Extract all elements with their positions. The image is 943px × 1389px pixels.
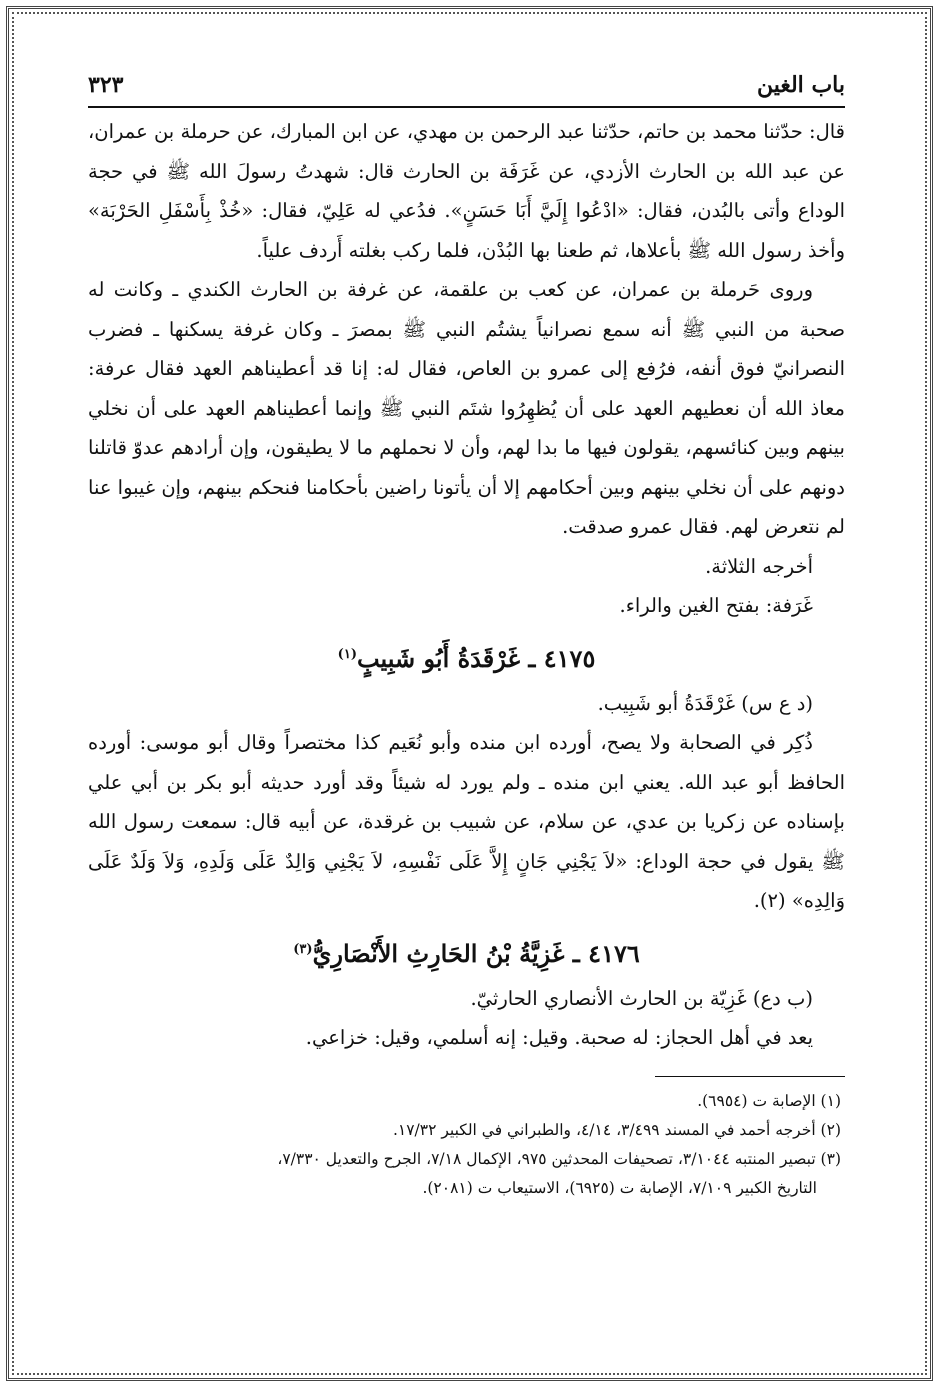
paragraph-hadith-2: وروى حَرملة بن عمران، عن كعب بن علقمة، عن غرفة بن الحارث الكندي ـ وكانت له صحبة من النبي ﷺ أنه سمع نصرانياً يشتُم النبي ﷺ بمصرَ ـ وكان غرفة يسكنها ـ فضرب النصرانيّ فوق أنفه، فرُفع إلى عمرو بن العاص، فقال له: إنا قد أعطيناهم العهد فقال عرفة: معاذ الله أن نعطيهم العهد على أن يُظهِرُوا شتَم النبي ﷺ وإنما أعطيناهم العهد على أن نخلي بينهم وبين كنائسهم، يقولون فيها ما بدا لهم، وأن لا نحملهم ما لا يطيقون، وإن أرادهم عدوّ قاتلنا دونهم على أن نخلي بينهم وبين أحكامهم إلا أن يأتونا راضين بأحكامنا فنحكم بينهم، وإن غيبوا عنا لم نتعرض لهم. فقال عمرو صدقت.: [88, 278, 845, 538]
footnote-2: (٢) أخرجه أحمد في المسند ٣/٤٩٩، ٤/١٤، والطبراني في الكبير ١٧/٣٢.: [392, 1120, 841, 1139]
entry-sigla-4176: (ب دع) غَزِيّة بن الحارث الأنصاري الحارثيّ.: [470, 986, 813, 1010]
footnote-ref-1: (١): [337, 646, 357, 662]
entry-heading-text: ٤١٧٥ ـ غَرْقَدَةُ أَبُو شَبِيبٍ: [356, 643, 596, 673]
paragraph-entry-4176: يعد في أهل الحجاز: له صحبة. وقيل: إنه أسلمي، وقيل: خزاعي.: [305, 1026, 813, 1049]
entry-heading-4175: [88, 632, 845, 682]
footnote-ref-3: (٣): [293, 941, 313, 957]
footnote-1: (١) الإصابة ت (٦٩٥٤).: [697, 1091, 841, 1110]
entry-heading-4176: [88, 927, 845, 977]
paragraph-hadith-1: قال: حدّثنا محمد بن حاتم، حدّثنا عبد الرحمن بن مهدي، عن ابن المبارك، عن حرملة بن عمران، عن عبد الله بن الحارث الأزدي، عن غَرَفَة بن الحارث قال: شهدتُ رسولَ الله ﷺ في حجة الوداع وأتى بالبُدن، فقال: «ادْعُوا إِلَيَّ أَبَا حَسَنٍ». فدُعي له عَلِيّ، فقال: «خُذْ بِأَسْفَلِ الحَرْبَة» وأخذ رسول الله ﷺ بأعلاها، ثم طعنا بها البُدْن، فلما ركب بغلته أَردف علياً.: [88, 120, 845, 262]
paragraph-vocalization: غَرَفة: بفتح الغين والراء.: [619, 594, 813, 617]
chapter-title: باب الغين: [756, 72, 845, 98]
footnote-3-line-2: التاريخ الكبير ٧/١٠٩، الإصابة ت (٦٩٢٥)، الاستيعاب ت (٢٠٨١).: [422, 1178, 817, 1197]
footnote-separator: [655, 1076, 845, 1077]
footnote-3: [88, 1145, 845, 1203]
footnote-3-line-1: (٣) تبصير المنتبه ٣/١٠٤٤، تصحيفات المحدثين ٩٧٥، الإكمال ٧/١٨، الجرح والتعديل ٧/٣٣٠،: [277, 1149, 841, 1168]
paragraph-takhrij: أخرجه الثلاثة.: [705, 554, 813, 578]
document-page: [88, 70, 845, 1330]
paragraph-entry-4175: ذُكِر في الصحابة ولا يصح، أورده ابن منده وأبو نُعَيم كذا مختصراً وقال أبو موسى: أورده الحافظ أبو عبد الله. يعني ابن منده ـ ولم يورد له شيئاً وقد أورد حديثه أبو بكر بن أبي علي بإسناده عن زكريا بن عدي، عن سلام، عن شبيب بن غرقدة، عن أبيه قال: سمعت رسول الله ﷺ يقول في حجة الوداع: «لاَ يَجْنِي جَانٍ إِلاَّ عَلَى نَفْسِهِ، لاَ يَجْنِي وَالِدٌ عَلَى وَلَدِهِ، وَلاَ وَلَدٌ عَلَى وَالِدِه» (٢).: [88, 731, 845, 912]
page-number: ٣٢٣: [88, 72, 124, 98]
running-header: [88, 70, 845, 108]
entry-heading-text: ٤١٧٦ ـ غَزِيَّةُ بْنُ الحَارِثِ الأَنْصَارِيُّ: [312, 938, 640, 968]
entry-sigla-4175: (د ع س) غَرْقَدَةُ أبو شَبِيب.: [597, 691, 813, 715]
